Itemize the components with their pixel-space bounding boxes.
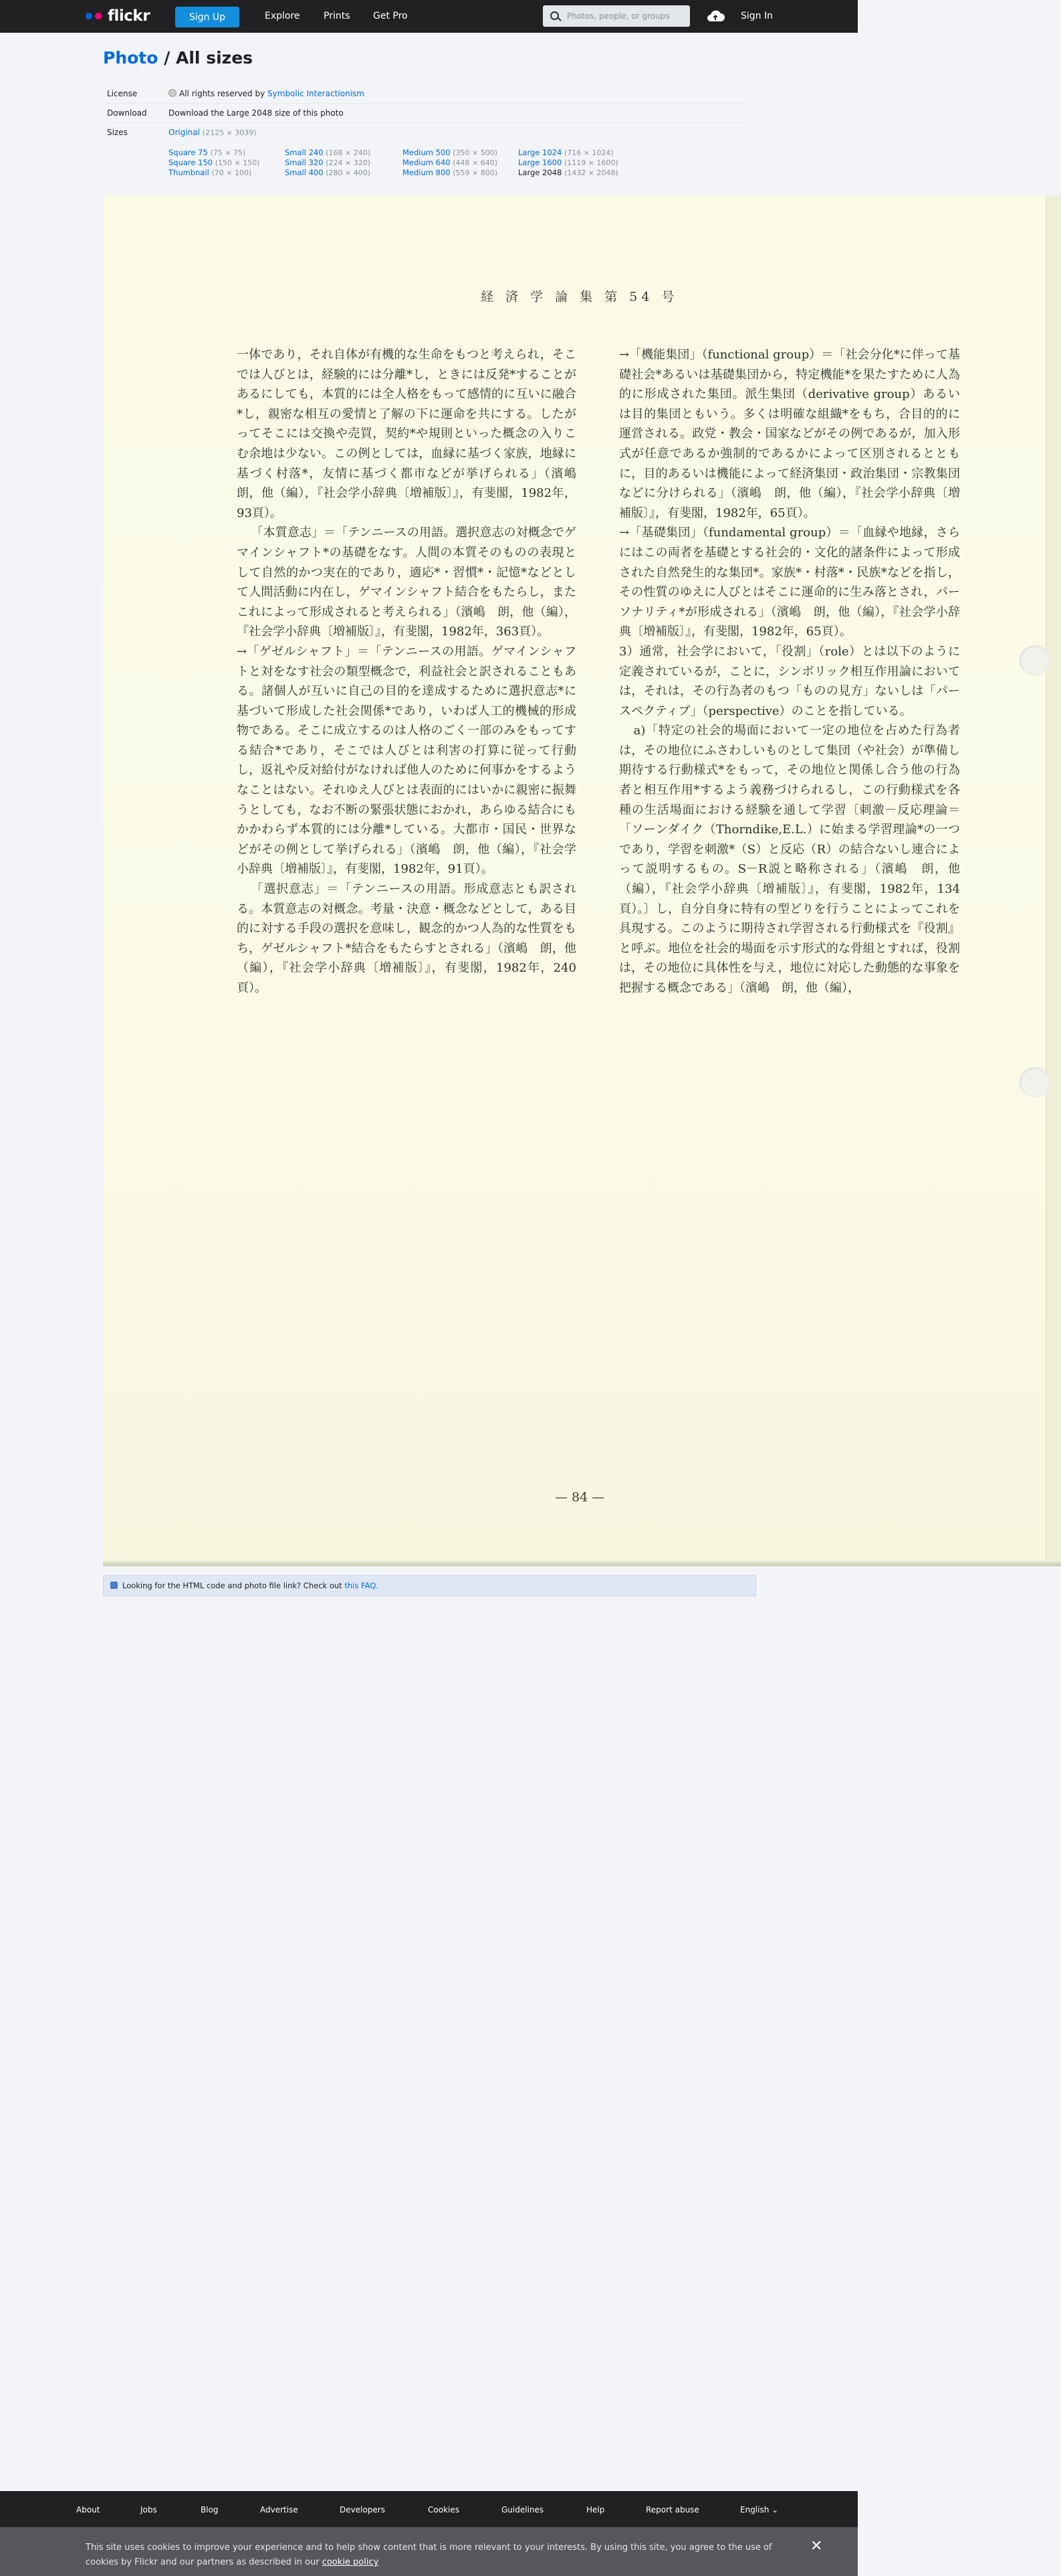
size-link[interactable]: Small 400 <box>285 168 324 177</box>
info-icon <box>110 1582 118 1589</box>
owner-link[interactable]: Symbolic Interactionism <box>267 89 364 98</box>
size-dimensions: (350 × 500) <box>453 148 498 157</box>
right-text-column <box>619 345 960 998</box>
paragraph: 「選択意志」＝「テンニースの用語。形成意志とも訳される。本質意志の対概念。考量・決意・概念などとして，ある目的に対する手段の選択を意味し，観念的かつ人為的な性質をもち，ゲゼルシャフト*結合をもたらすとされる」（濱嶋 朗，他（編），『社会学小辞典〔増補版〕』，有斐閣，1982年，240頁）。 <box>237 882 576 995</box>
footer-report-abuse[interactable]: Report abuse <box>646 2505 699 2514</box>
close-icon[interactable]: ✕ <box>810 2538 823 2555</box>
photo-link[interactable]: Photo <box>103 48 158 68</box>
footer-guidelines[interactable]: Guidelines <box>501 2505 544 2514</box>
size-dimensions: (559 × 800) <box>453 169 498 177</box>
size-link[interactable]: Medium 500 <box>402 148 451 157</box>
cookie-text <box>86 2541 781 2570</box>
license-label: License <box>107 89 138 98</box>
current-size-label: Large 2048 <box>518 168 562 177</box>
faq-notice <box>103 1575 756 1596</box>
size-link[interactable]: Square 75 <box>168 148 208 157</box>
footer-developers[interactable]: Developers <box>340 2505 385 2514</box>
cookie-policy-link[interactable]: cookie policy <box>322 2557 379 2567</box>
page-number: — 84 — <box>555 1490 605 1505</box>
faq-text <box>122 1581 378 1590</box>
paragraph: 一体であり，それ自体が有機的な生命をもつと考えられ，そこでは人びとは，経験的には分離*し，ときには反発*することがあるにしても，本質的には全人格をもって感情的に互いに融合*し，親密な相互の愛情と了解の下に運命を共にする。したがってそこには交換や売買，契約*や規則といった概念の入りこむ余地は少ない。この例としては，血縁に基づく家族，地縁に基づく村落*，友情に基づく都市などが挙げられる」（濱嶋 朗，他（編），『社会学小辞典〔増補版〕』，有斐閣，1982年，93頁）。 <box>237 348 588 520</box>
page-title <box>103 48 253 68</box>
sign-in-link[interactable]: Sign In <box>741 11 773 21</box>
size-link[interactable]: Small 240 <box>285 148 324 157</box>
license-row <box>107 84 749 104</box>
size-dimensions: (168 × 240) <box>326 148 370 157</box>
search-placeholder: Photos, people, or groups <box>567 11 670 21</box>
size-link[interactable]: Medium 800 <box>402 168 451 177</box>
footer-jobs[interactable]: Jobs <box>140 2505 157 2514</box>
paragraph: →「ゲゼルシャフト」＝「テンニースの用語。ゲマインシャフトと対をなす社会の類型概念で，利益社会と訳されることもある。諸個人が互いに自己の目的を達成するために選択意志*に基づいて形成した社会関係*であり，いわば人工的機械的形成物である。そこに成立するのは人格のごく一部のみをもってする結合*であり，そこでは人びとは利害の打算に従って行動し，返礼や反対給付がなければ他人のために何事かをするようなことはない。それゆえ人びとは表面的にはいかに親密に振舞うとしても，なお不断の緊張状態におかれ，あらゆる結合にもかかわらず本質的には分離*している。大都市・国民・世界などがその例として挙げられる」（濱嶋 朗，他（編），『社会学小辞典〔増補版〕』，有斐閣，1982年，91頁）。 <box>237 644 576 877</box>
cookie-banner <box>0 2527 858 2576</box>
faq-link[interactable]: this FAQ. <box>344 1581 378 1590</box>
size-link[interactable]: Square 150 <box>168 158 213 167</box>
size-dimensions: (1119 × 1600) <box>564 158 618 167</box>
download-label: Download <box>107 108 147 118</box>
size-link[interactable]: Large 1024 <box>518 148 562 157</box>
size-dimensions: (448 × 640) <box>453 158 498 167</box>
logo-pink-dot <box>95 13 102 19</box>
paragraph: 3）通常，社会学において，「役割」（role）とは以下のように定義されているが，ことに，シンボリック相互作用論においては，それは，その行為者のもつ「ものの見方」ないしは「パースペクティブ」（perspective）のことを指している。 <box>619 644 960 718</box>
logo-blue-dot <box>86 13 92 19</box>
original-size <box>168 128 257 137</box>
paragraph: →「機能集団」（functional group）＝「社会分化*に伴って基礎社会*あるいは基礎集団から，特定機能*を果たすために人為的に形成された集団。派生集団（derivative group）あるいは目的集団ともいう。多くは明確な組織*をもち，合目的的に運営される。政党・教会・国家などがその例であるが，加入形式が任意であるか強制的であるかによって区別されるとともに，目的あるいは機能によって経済集団・政治集団・宗教集団などに分けられる」（濱嶋 朗，他（編），『社会学小辞典〔増補版〕』，有斐閣，1982年，65頁）。 <box>619 348 960 520</box>
chevron-down-icon: ⌄ <box>772 2505 779 2514</box>
scanned-page-photo <box>103 195 1061 1566</box>
page-edge <box>1046 195 1061 1566</box>
upload-cloud-icon[interactable] <box>705 8 725 24</box>
original-dimensions: (2125 × 3039) <box>202 128 257 137</box>
original-size-link[interactable]: Original <box>168 128 200 137</box>
journal-header: 経 済 学 論 集 第 54 号 <box>481 290 679 304</box>
copyright-icon <box>168 89 176 97</box>
sizes-label: Sizes <box>107 128 128 137</box>
left-text-column <box>237 345 588 998</box>
binder-hole <box>1020 645 1050 675</box>
size-dimensions: (280 × 400) <box>326 169 370 177</box>
paragraph: →「基礎集団」（fundamental group）＝「血縁や地縁，さらにはこの両者を基礎とする社会的・文化的諸条件によって形成された自然発生的な集団*。家族*・村落*・民族*などを指し，その性質のゆえに人びとはそこに運命的に生み落とされ，パーソナリティ*が形成される」（濱嶋 朗，他（編），『社会学小辞典〔増補版〕』，有斐閣，1982年，65頁）。 <box>619 526 960 639</box>
faq-message: Looking for the HTML code and photo file link? Check out <box>122 1581 342 1590</box>
size-dimensions: (75 × 75) <box>210 148 246 157</box>
footer-about[interactable]: About <box>76 2505 100 2514</box>
title-separator: / <box>164 48 170 68</box>
flickr-logo[interactable] <box>86 7 150 25</box>
page-bottom-shadow <box>103 1560 1061 1566</box>
search-input[interactable] <box>543 5 690 27</box>
language-label: English <box>740 2505 770 2514</box>
size-dimensions: (150 × 150) <box>215 158 260 167</box>
footer-advertise[interactable]: Advertise <box>260 2505 298 2514</box>
sign-up-button[interactable]: Sign Up <box>175 7 239 27</box>
size-link[interactable]: Medium 640 <box>402 158 451 167</box>
nav-prints[interactable]: Prints <box>324 11 350 21</box>
paragraph: a)「特定の社会的場面において一定の地位を占めた行為者は，その地位にふさわしいものとして集団（や社会）が準備し期待する行動様式*をもって，その地位と関係し合う他の行為者と相互作用*するよう義務づけられるし，この行動様式を各種の生活場面における経験を通して学習〔刺激－反応理論＝「ソーンダイク（Thorndike,E.L.）に始まる学習理論*の一つであり，学習を刺激*（S）と反応（R）の結合ないし連合によって説明するもの。S－R説と略称される」（濱嶋 朗，他（編），『社会学小辞典〔増補版〕』，有斐閣，1982年，134頁）。〕し，自分自身に特有の型どりを行うことによってこれを具現する。このように期待され学習される行動様式を『役割』と呼ぶ。地位を社会的場面を示す形式的な骨組とすれば，役割は，その地位に具体性を与え，地位に対応した動態的な事象を把握する概念である」（濱嶋 朗，他（編）， <box>619 724 960 995</box>
size-dimensions: (1432 × 2048) <box>564 169 618 177</box>
size-link[interactable]: Large 1600 <box>518 158 562 167</box>
cookie-message: This site uses cookies to improve your experience and to help show content that is more relevant to your interests. By using this site, you agree to the use of cookies by Flickr and our partners as described in our <box>86 2543 772 2567</box>
binder-hole <box>1020 1067 1050 1097</box>
top-navigation-bar <box>0 0 858 33</box>
logo-text: flickr <box>108 7 150 25</box>
language-selector[interactable] <box>740 2505 778 2514</box>
title-all-sizes: All sizes <box>176 48 253 68</box>
photo-meta-table <box>107 84 749 142</box>
size-dimensions: (70 × 100) <box>211 169 252 177</box>
size-column <box>168 148 282 178</box>
download-link[interactable]: Download the Large 2048 size of this photo <box>168 108 344 118</box>
size-column <box>402 148 516 178</box>
size-column <box>285 148 398 178</box>
license-value <box>168 89 364 98</box>
size-dimensions: (716 × 1024) <box>564 148 614 157</box>
nav-get-pro[interactable]: Get Pro <box>373 11 408 21</box>
size-link[interactable]: Thumbnail <box>168 168 209 177</box>
size-column <box>518 148 632 178</box>
size-link[interactable]: Small 320 <box>285 158 324 167</box>
paragraph: 「本質意志」＝「テンニースの用語。選択意志の対概念でゲマインシャフト*の基礎をなす。人間の本質そのものの表現として自然的かつ実在的であり，適応*・習慣*・記憶*などとして人間活動に内在し，ゲマインシャフト結合をもたらし，またこれによって形成されると考えられる」（濱嶋 朗，他（編），『社会学小辞典〔増補版〕』，有斐閣，1982年，363頁）。 <box>237 526 576 639</box>
footer-cookies[interactable]: Cookies <box>428 2505 459 2514</box>
sizes-row <box>107 123 749 142</box>
download-row <box>107 104 749 123</box>
footer-blog[interactable]: Blog <box>201 2505 219 2514</box>
nav-explore[interactable]: Explore <box>265 11 300 21</box>
size-dimensions: (224 × 320) <box>326 158 370 167</box>
footer-help[interactable]: Help <box>586 2505 605 2514</box>
search-icon <box>550 11 559 20</box>
license-text: All rights reserved by <box>179 89 265 98</box>
